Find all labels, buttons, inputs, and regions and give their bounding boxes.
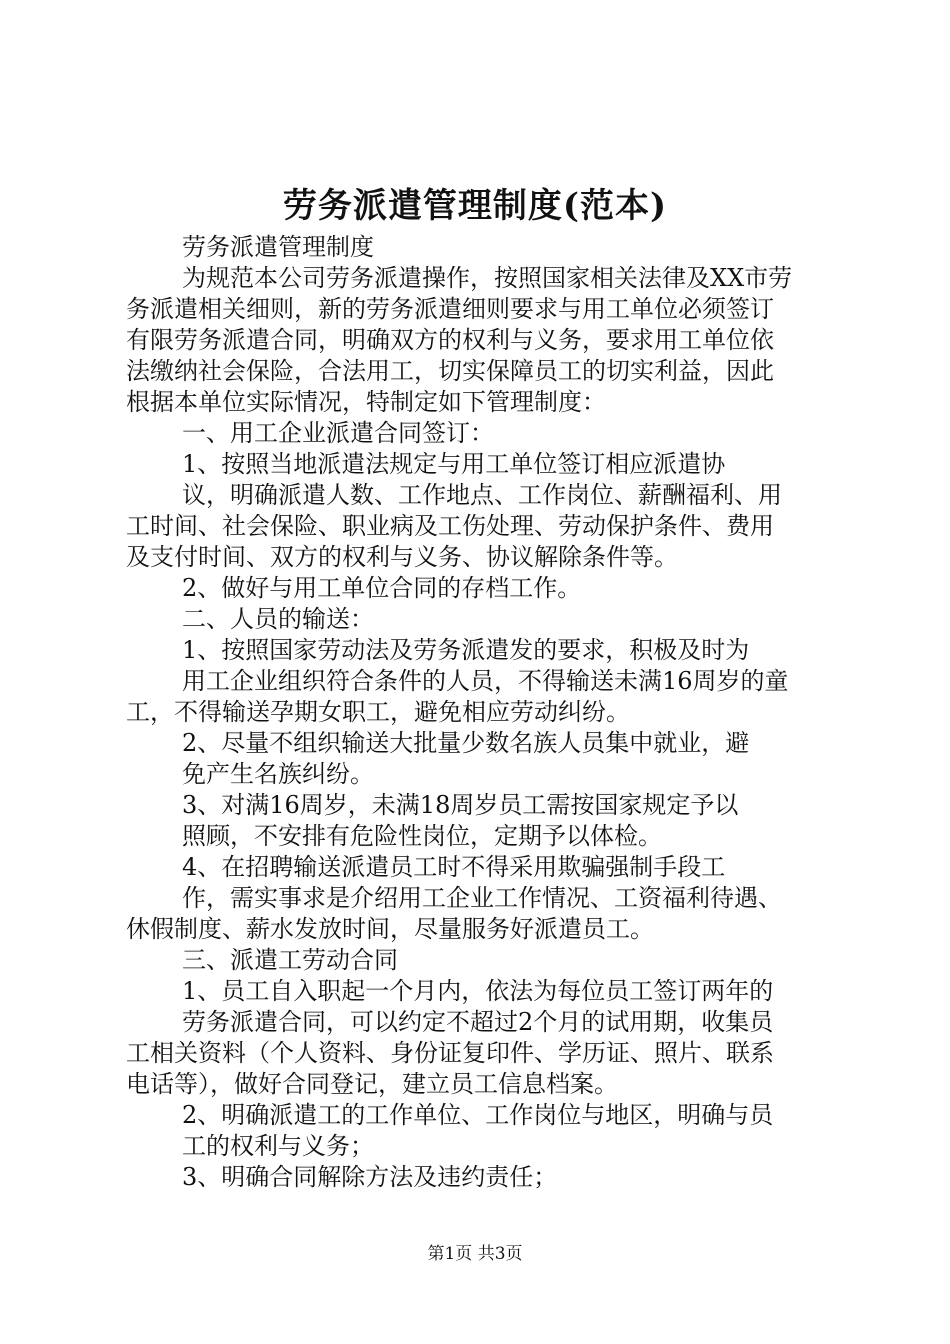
body-text-line: 2、明确派遣工的工作单位、工作岗位与地区，明确与员 (182, 1101, 774, 1129)
body-text-line: 4、在招聘输送派遣员工时不得采用欺骗强制手段工 (182, 853, 726, 881)
body-text-line: 有限劳务派遣合同，明确双方的权利与义务，要求用工单位依 (126, 326, 774, 354)
body-text-line: 电话等），做好合同登记，建立员工信息档案。 (126, 1070, 618, 1098)
body-text-line: 工的权利与义务； (182, 1132, 374, 1160)
body-text-line: 工时间、社会保险、职业病及工伤处理、劳动保护条件、费用 (126, 512, 774, 540)
body-text-line: 法缴纳社会保险，合法用工，切实保障员工的切实利益，因此 (126, 357, 774, 385)
body-text-line: 3、明确合同解除方法及违约责任； (182, 1163, 558, 1191)
body-text-line: 休假制度、薪水发放时间，尽量服务好派遣员工。 (126, 915, 654, 943)
body-text-line: 3、对满16周岁，未满18周岁员工需按国家规定予以 (182, 791, 739, 819)
body-text-line: 根据本单位实际情况，特制定如下管理制度： (126, 388, 606, 416)
body-text-line: 及支付时间、双方的权利与义务、协议解除条件等。 (126, 543, 678, 571)
body-text-line: 1、按照国家劳动法及劳务派遣发的要求，积极及时为 (182, 636, 750, 664)
body-text-line: 1、员工自入职起一个月内，依法为每位员工签订两年的 (182, 977, 774, 1005)
body-text-line: 一、用工企业派遣合同签订： (182, 419, 494, 447)
body-text-line: 工，不得输送孕期女职工，避免相应劳动纠纷。 (126, 698, 630, 726)
body-text-line: 务派遣相关细则，新的劳务派遣细则要求与用工单位必须签订 (126, 295, 774, 323)
body-text-line: 劳务派遣合同，可以约定不超过2个月的试用期，收集员 (182, 1008, 774, 1036)
body-text-line: 劳务派遣管理制度 (182, 233, 374, 261)
body-text-line: 工相关资料（个人资料、身份证复印件、学历证、照片、联系 (126, 1039, 774, 1067)
document-title: 劳务派遣管理制度(范本) (282, 186, 668, 226)
page-number-footer: 第1页 共3页 (427, 1244, 523, 1264)
body-text-line: 1、按照当地派遣法规定与用工单位签订相应派遣协 (182, 450, 726, 478)
body-text-line: 为规范本公司劳务派遣操作，按照国家相关法律及XX市劳 (182, 264, 793, 292)
body-text-line: 三、派遣工劳动合同 (182, 946, 398, 974)
body-text-line: 2、尽量不组织输送大批量少数名族人员集中就业，避 (182, 729, 750, 757)
body-text-line: 二、人员的输送： (182, 605, 374, 633)
body-text-line: 2、做好与用工单位合同的存档工作。 (182, 574, 582, 602)
body-text-line: 议，明确派遣人数、工作地点、工作岗位、薪酬福利、用 (182, 481, 782, 509)
document-body (126, 232, 830, 1193)
body-text-line: 照顾，不安排有危险性岗位，定期予以体检。 (182, 822, 662, 850)
body-text-line: 免产生名族纠纷。 (182, 760, 374, 788)
body-text-line: 作，需实事求是介绍用工企业工作情况、工资福利待遇、 (182, 884, 782, 912)
body-text-line: 用工企业组织符合条件的人员，不得输送未满16周岁的童 (182, 667, 789, 695)
